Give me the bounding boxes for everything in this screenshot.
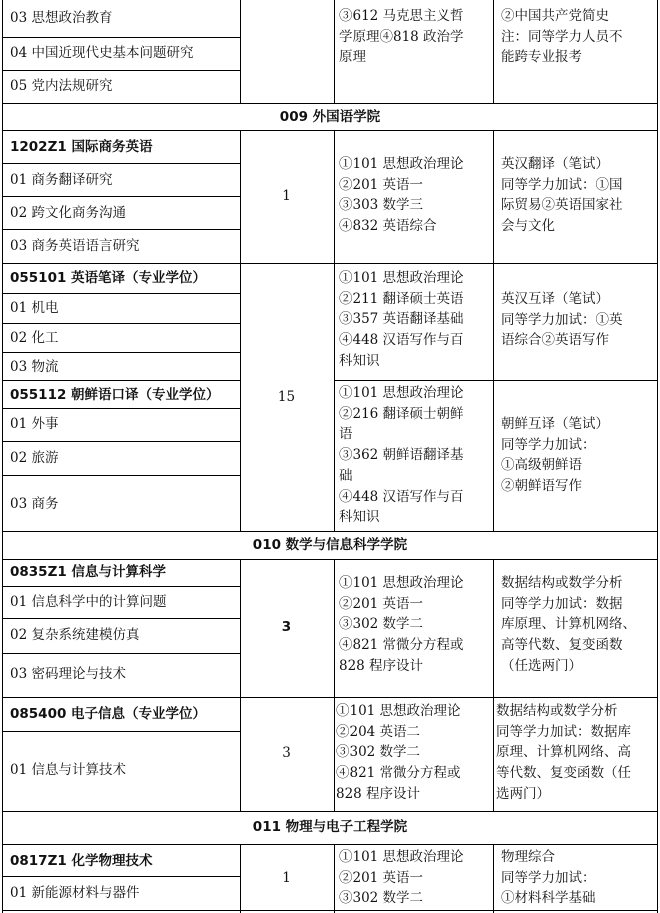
program-title: 0835Z1 信息与计算科学 [10, 564, 166, 580]
enrollment-count: 1 [282, 188, 291, 204]
direction-item: 02 复杂系统建模仿真 [10, 627, 140, 643]
exam-subjects: ①101 思想政治理论 ②201 英语一 ③302 数学二 [339, 849, 464, 907]
program-title: 055112 朝鲜语口译（专业学位） [10, 387, 220, 403]
program-title: 085400 电子信息（专业学位） [10, 706, 207, 722]
remarks: 数据结构或数学分析 同等学力加试：数据库 原理、计算机网络、高 等代数、复变函数（任 选两门） [496, 703, 631, 802]
direction-item: 02 旅游 [10, 450, 59, 466]
section-header-010: 010 数学与信息科学学院 [252, 537, 408, 553]
exam-subjects: ①101 思想政治理论 ②201 英语一 ③302 数学二 ④821 常微分方程或 828 程序设计 [339, 575, 464, 674]
exam-subjects: ③612 马克思主义哲 学原理④818 政治学 原理 [339, 8, 464, 66]
program-title: 055101 英语笔译（专业学位） [10, 270, 207, 286]
enrollment-count: 3 [281, 619, 292, 635]
enrollment-count: 3 [282, 745, 291, 761]
direction-item: 05 党内法规研究 [10, 78, 113, 94]
enrollment-count: 1 [282, 870, 291, 886]
section-header-009: 009 外国语学院 [279, 109, 381, 125]
direction-item: 02 跨文化商务沟通 [10, 205, 126, 221]
direction-item: 01 机电 [10, 300, 59, 316]
exam-subjects: ①101 思想政治理论 ②216 翻译硕士朝鲜 语 ③362 朝鲜语翻译基 础 ④448 汉语写作与百 科知识 [339, 385, 464, 526]
direction-item: 01 商务翻译研究 [10, 172, 113, 188]
enrollment-count: 15 [277, 389, 296, 405]
direction-item: 01 新能源材料与器件 [10, 885, 140, 901]
exam-subjects: ①101 思想政治理论 ②204 英语二 ③302 数学二 ④821 常微分方程或 828 程序设计 [336, 703, 461, 802]
direction-item: 03 物流 [10, 359, 59, 375]
remarks: 英汉翻译（笔试） 同等学力加试：①国 际贸易②英语国家社 会与文化 [501, 156, 623, 235]
direction-item: 04 中国近现代史基本问题研究 [10, 45, 194, 61]
direction-item: 03 密码理论与技术 [10, 666, 126, 682]
program-title: 1202Z1 国际商务英语 [10, 139, 153, 155]
direction-item: 03 商务英语语言研究 [10, 238, 140, 254]
remarks: 数据结构或数学分析 同等学力加试：数据 库原理、计算机网络、 高等代数、复变函数 （任选两门） [501, 575, 636, 674]
remarks: 英汉互译（笔试） 同等学力加试：①英 语综合②英语写作 [501, 291, 623, 349]
program-title: 0817Z1 化学物理技术 [10, 853, 153, 869]
exam-subjects: ①101 思想政治理论 ②211 翻译硕士英语 ③357 英语翻译基础 ④448 汉语写作与百 科知识 [339, 270, 464, 369]
direction-item: 01 外事 [10, 416, 59, 432]
section-header-011: 011 物理与电子工程学院 [252, 819, 408, 835]
remarks: 物理综合 同等学力加试： ①材料科学基础 [501, 849, 596, 907]
direction-item: 02 化工 [10, 330, 59, 346]
direction-item: 01 信息与计算技术 [10, 762, 126, 778]
direction-item: 01 信息科学中的计算问题 [10, 594, 167, 610]
remarks: 朝鲜互译（笔试） 同等学力加试： ①高级朝鲜语 ②朝鲜语写作 [501, 416, 609, 495]
remarks: ②中国共产党简史 注：同等学力人员不 能跨专业报考 [501, 8, 623, 66]
direction-item: 03 商务 [10, 496, 59, 512]
direction-item: 03 思想政治教育 [10, 10, 113, 26]
exam-subjects: ①101 思想政治理论 ②201 英语一 ③303 数学三 ④832 英语综合 [339, 156, 464, 235]
